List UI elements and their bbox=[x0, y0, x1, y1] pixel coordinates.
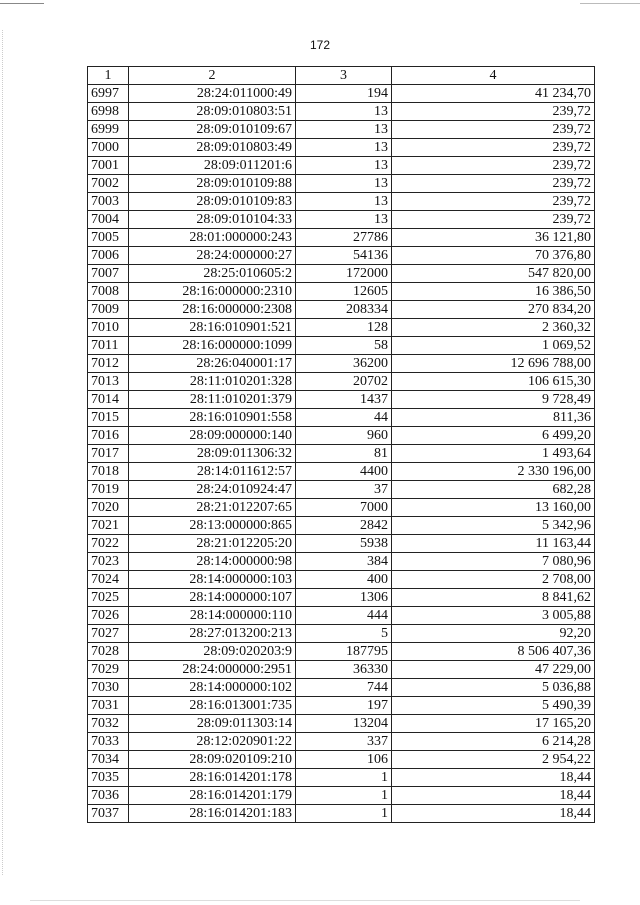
scan-edge-line bbox=[0, 3, 44, 4]
area-value-cell: 36330 bbox=[296, 661, 392, 679]
table-row bbox=[88, 409, 595, 427]
cadastral-number-cell: 28:09:011201:6 bbox=[129, 157, 296, 175]
area-value-cell: 13 bbox=[296, 175, 392, 193]
table-row bbox=[88, 535, 595, 553]
cadastral-number-cell: 28:09:000000:140 bbox=[129, 427, 296, 445]
table-row bbox=[88, 85, 595, 103]
row-number-cell: 7012 bbox=[88, 355, 129, 373]
row-number-cell: 7006 bbox=[88, 247, 129, 265]
cadastral-number-cell: 28:09:020203:9 bbox=[129, 643, 296, 661]
table-row bbox=[88, 121, 595, 139]
table-row bbox=[88, 589, 595, 607]
cadastral-number-cell: 28:09:010109:88 bbox=[129, 175, 296, 193]
cadastral-number-cell: 28:24:010924:47 bbox=[129, 481, 296, 499]
amount-value-cell: 270 834,20 bbox=[392, 301, 595, 319]
row-number-cell: 6997 bbox=[88, 85, 129, 103]
amount-value-cell: 17 165,20 bbox=[392, 715, 595, 733]
row-number-cell: 7011 bbox=[88, 337, 129, 355]
table-row bbox=[88, 463, 595, 481]
area-value-cell: 5938 bbox=[296, 535, 392, 553]
amount-value-cell: 2 330 196,00 bbox=[392, 463, 595, 481]
row-number-cell: 7019 bbox=[88, 481, 129, 499]
cadastral-number-cell: 28:24:011000:49 bbox=[129, 85, 296, 103]
cadastral-number-cell: 28:09:011306:32 bbox=[129, 445, 296, 463]
table-row bbox=[88, 373, 595, 391]
cadastral-number-cell: 28:14:000000:103 bbox=[129, 571, 296, 589]
amount-value-cell: 239,72 bbox=[392, 193, 595, 211]
amount-value-cell: 2 708,00 bbox=[392, 571, 595, 589]
area-value-cell: 128 bbox=[296, 319, 392, 337]
cadastral-number-cell: 28:16:010901:521 bbox=[129, 319, 296, 337]
amount-value-cell: 1 493,64 bbox=[392, 445, 595, 463]
table-row bbox=[88, 355, 595, 373]
cadastral-number-cell: 28:16:000000:2308 bbox=[129, 301, 296, 319]
cadastral-number-cell: 28:09:020109:210 bbox=[129, 751, 296, 769]
amount-value-cell: 5 036,88 bbox=[392, 679, 595, 697]
area-value-cell: 197 bbox=[296, 697, 392, 715]
table-row bbox=[88, 265, 595, 283]
amount-value-cell: 2 360,32 bbox=[392, 319, 595, 337]
area-value-cell: 187795 bbox=[296, 643, 392, 661]
row-number-cell: 7015 bbox=[88, 409, 129, 427]
scan-edge-dots bbox=[2, 30, 4, 875]
cadastral-number-cell: 28:11:010201:379 bbox=[129, 391, 296, 409]
cadastral-number-cell: 28:24:000000:2951 bbox=[129, 661, 296, 679]
column-header: 1 bbox=[88, 67, 129, 85]
area-value-cell: 400 bbox=[296, 571, 392, 589]
area-value-cell: 81 bbox=[296, 445, 392, 463]
table-row bbox=[88, 157, 595, 175]
amount-value-cell: 6 214,28 bbox=[392, 733, 595, 751]
table-row bbox=[88, 193, 595, 211]
cadastral-number-cell: 28:09:010109:83 bbox=[129, 193, 296, 211]
cadastral-number-cell: 28:16:010901:558 bbox=[129, 409, 296, 427]
cadastral-number-cell: 28:16:013001:735 bbox=[129, 697, 296, 715]
cadastral-number-cell: 28:09:011303:14 bbox=[129, 715, 296, 733]
table-row bbox=[88, 229, 595, 247]
row-number-cell: 7024 bbox=[88, 571, 129, 589]
area-value-cell: 194 bbox=[296, 85, 392, 103]
row-number-cell: 7034 bbox=[88, 751, 129, 769]
row-number-cell: 7016 bbox=[88, 427, 129, 445]
amount-value-cell: 11 163,44 bbox=[392, 535, 595, 553]
amount-value-cell: 18,44 bbox=[392, 787, 595, 805]
area-value-cell: 20702 bbox=[296, 373, 392, 391]
row-number-cell: 7031 bbox=[88, 697, 129, 715]
table-row bbox=[88, 697, 595, 715]
area-value-cell: 384 bbox=[296, 553, 392, 571]
row-number-cell: 7023 bbox=[88, 553, 129, 571]
row-number-cell: 7007 bbox=[88, 265, 129, 283]
row-number-cell: 7018 bbox=[88, 463, 129, 481]
table-row bbox=[88, 391, 595, 409]
row-number-cell: 7003 bbox=[88, 193, 129, 211]
area-value-cell: 4400 bbox=[296, 463, 392, 481]
area-value-cell: 744 bbox=[296, 679, 392, 697]
row-number-cell: 7000 bbox=[88, 139, 129, 157]
table-row bbox=[88, 445, 595, 463]
row-number-cell: 7010 bbox=[88, 319, 129, 337]
row-number-cell: 7014 bbox=[88, 391, 129, 409]
amount-value-cell: 239,72 bbox=[392, 157, 595, 175]
table-row bbox=[88, 517, 595, 535]
amount-value-cell: 70 376,80 bbox=[392, 247, 595, 265]
area-value-cell: 13 bbox=[296, 211, 392, 229]
table-row bbox=[88, 427, 595, 445]
cadastral-number-cell: 28:11:010201:328 bbox=[129, 373, 296, 391]
amount-value-cell: 6 499,20 bbox=[392, 427, 595, 445]
area-value-cell: 13 bbox=[296, 121, 392, 139]
amount-value-cell: 9 728,49 bbox=[392, 391, 595, 409]
area-value-cell: 58 bbox=[296, 337, 392, 355]
row-number-cell: 7029 bbox=[88, 661, 129, 679]
amount-value-cell: 106 615,30 bbox=[392, 373, 595, 391]
table-row bbox=[88, 103, 595, 121]
amount-value-cell: 239,72 bbox=[392, 211, 595, 229]
cadastral-number-cell: 28:21:012207:65 bbox=[129, 499, 296, 517]
table-row bbox=[88, 625, 595, 643]
amount-value-cell: 682,28 bbox=[392, 481, 595, 499]
row-number-cell: 7030 bbox=[88, 679, 129, 697]
area-value-cell: 13 bbox=[296, 103, 392, 121]
table-row bbox=[88, 679, 595, 697]
scan-edge-line bbox=[580, 3, 640, 4]
row-number-cell: 7020 bbox=[88, 499, 129, 517]
cadastral-number-cell: 28:24:000000:27 bbox=[129, 247, 296, 265]
table-row bbox=[88, 715, 595, 733]
row-number-cell: 7009 bbox=[88, 301, 129, 319]
row-number-cell: 7005 bbox=[88, 229, 129, 247]
row-number-cell: 7033 bbox=[88, 733, 129, 751]
table-row bbox=[88, 319, 595, 337]
cadastral-number-cell: 28:09:010803:49 bbox=[129, 139, 296, 157]
cadastral-number-cell: 28:14:000000:107 bbox=[129, 589, 296, 607]
area-value-cell: 1 bbox=[296, 805, 392, 823]
row-number-cell: 7017 bbox=[88, 445, 129, 463]
amount-value-cell: 2 954,22 bbox=[392, 751, 595, 769]
cadastral-number-cell: 28:16:014201:178 bbox=[129, 769, 296, 787]
area-value-cell: 44 bbox=[296, 409, 392, 427]
amount-value-cell: 18,44 bbox=[392, 805, 595, 823]
amount-value-cell: 13 160,00 bbox=[392, 499, 595, 517]
table-row bbox=[88, 805, 595, 823]
area-value-cell: 5 bbox=[296, 625, 392, 643]
amount-value-cell: 7 080,96 bbox=[392, 553, 595, 571]
table-row bbox=[88, 337, 595, 355]
table-row bbox=[88, 211, 595, 229]
table-row bbox=[88, 751, 595, 769]
register-table bbox=[87, 66, 595, 823]
area-value-cell: 172000 bbox=[296, 265, 392, 283]
area-value-cell: 12605 bbox=[296, 283, 392, 301]
cadastral-number-cell: 28:25:010605:2 bbox=[129, 265, 296, 283]
cadastral-number-cell: 28:16:000000:2310 bbox=[129, 283, 296, 301]
area-value-cell: 1 bbox=[296, 787, 392, 805]
area-value-cell: 27786 bbox=[296, 229, 392, 247]
area-value-cell: 7000 bbox=[296, 499, 392, 517]
table-row bbox=[88, 571, 595, 589]
amount-value-cell: 5 490,39 bbox=[392, 697, 595, 715]
table-row bbox=[88, 283, 595, 301]
table-row bbox=[88, 733, 595, 751]
amount-value-cell: 239,72 bbox=[392, 103, 595, 121]
area-value-cell: 13 bbox=[296, 193, 392, 211]
cadastral-number-cell: 28:09:010109:67 bbox=[129, 121, 296, 139]
cadastral-number-cell: 28:13:000000:865 bbox=[129, 517, 296, 535]
table-row bbox=[88, 553, 595, 571]
page-number: 172 bbox=[309, 38, 331, 52]
column-header: 3 bbox=[296, 67, 392, 85]
column-header: 4 bbox=[392, 67, 595, 85]
table-row bbox=[88, 247, 595, 265]
amount-value-cell: 36 121,80 bbox=[392, 229, 595, 247]
cadastral-number-cell: 28:01:000000:243 bbox=[129, 229, 296, 247]
area-value-cell: 444 bbox=[296, 607, 392, 625]
row-number-cell: 7027 bbox=[88, 625, 129, 643]
cadastral-number-cell: 28:09:010803:51 bbox=[129, 103, 296, 121]
amount-value-cell: 239,72 bbox=[392, 139, 595, 157]
table-row bbox=[88, 787, 595, 805]
row-number-cell: 7025 bbox=[88, 589, 129, 607]
row-number-cell: 7035 bbox=[88, 769, 129, 787]
row-number-cell: 7032 bbox=[88, 715, 129, 733]
cadastral-number-cell: 28:14:000000:102 bbox=[129, 679, 296, 697]
cadastral-number-cell: 28:16:000000:1099 bbox=[129, 337, 296, 355]
area-value-cell: 13 bbox=[296, 139, 392, 157]
area-value-cell: 106 bbox=[296, 751, 392, 769]
table-row bbox=[88, 661, 595, 679]
row-number-cell: 6998 bbox=[88, 103, 129, 121]
table-row bbox=[88, 499, 595, 517]
column-header: 2 bbox=[129, 67, 296, 85]
area-value-cell: 36200 bbox=[296, 355, 392, 373]
amount-value-cell: 239,72 bbox=[392, 175, 595, 193]
amount-value-cell: 92,20 bbox=[392, 625, 595, 643]
area-value-cell: 337 bbox=[296, 733, 392, 751]
amount-value-cell: 8 506 407,36 bbox=[392, 643, 595, 661]
amount-value-cell: 239,72 bbox=[392, 121, 595, 139]
amount-value-cell: 811,36 bbox=[392, 409, 595, 427]
table-row bbox=[88, 301, 595, 319]
amount-value-cell: 18,44 bbox=[392, 769, 595, 787]
cadastral-number-cell: 28:16:014201:179 bbox=[129, 787, 296, 805]
cadastral-number-cell: 28:27:013200:213 bbox=[129, 625, 296, 643]
cadastral-number-cell: 28:12:020901:22 bbox=[129, 733, 296, 751]
cadastral-number-cell: 28:14:000000:98 bbox=[129, 553, 296, 571]
area-value-cell: 13204 bbox=[296, 715, 392, 733]
amount-value-cell: 5 342,96 bbox=[392, 517, 595, 535]
amount-value-cell: 547 820,00 bbox=[392, 265, 595, 283]
amount-value-cell: 8 841,62 bbox=[392, 589, 595, 607]
area-value-cell: 2842 bbox=[296, 517, 392, 535]
row-number-cell: 7026 bbox=[88, 607, 129, 625]
amount-value-cell: 41 234,70 bbox=[392, 85, 595, 103]
cadastral-number-cell: 28:09:010104:33 bbox=[129, 211, 296, 229]
row-number-cell: 6999 bbox=[88, 121, 129, 139]
cadastral-number-cell: 28:16:014201:183 bbox=[129, 805, 296, 823]
area-value-cell: 37 bbox=[296, 481, 392, 499]
row-number-cell: 7001 bbox=[88, 157, 129, 175]
row-number-cell: 7037 bbox=[88, 805, 129, 823]
amount-value-cell: 1 069,52 bbox=[392, 337, 595, 355]
area-value-cell: 54136 bbox=[296, 247, 392, 265]
row-number-cell: 7013 bbox=[88, 373, 129, 391]
amount-value-cell: 3 005,88 bbox=[392, 607, 595, 625]
row-number-cell: 7036 bbox=[88, 787, 129, 805]
scan-edge-line bbox=[30, 900, 580, 901]
table-row bbox=[88, 769, 595, 787]
table-row bbox=[88, 481, 595, 499]
row-number-cell: 7004 bbox=[88, 211, 129, 229]
area-value-cell: 1437 bbox=[296, 391, 392, 409]
row-number-cell: 7008 bbox=[88, 283, 129, 301]
area-value-cell: 1 bbox=[296, 769, 392, 787]
table-row bbox=[88, 139, 595, 157]
row-number-cell: 7028 bbox=[88, 643, 129, 661]
cadastral-number-cell: 28:14:000000:110 bbox=[129, 607, 296, 625]
cadastral-number-cell: 28:21:012205:20 bbox=[129, 535, 296, 553]
table-row bbox=[88, 607, 595, 625]
area-value-cell: 13 bbox=[296, 157, 392, 175]
area-value-cell: 208334 bbox=[296, 301, 392, 319]
amount-value-cell: 12 696 788,00 bbox=[392, 355, 595, 373]
cadastral-number-cell: 28:26:040001:17 bbox=[129, 355, 296, 373]
amount-value-cell: 16 386,50 bbox=[392, 283, 595, 301]
row-number-cell: 7021 bbox=[88, 517, 129, 535]
table-body bbox=[88, 85, 595, 823]
row-number-cell: 7022 bbox=[88, 535, 129, 553]
table-row bbox=[88, 175, 595, 193]
table-row bbox=[88, 643, 595, 661]
cadastral-number-cell: 28:14:011612:57 bbox=[129, 463, 296, 481]
row-number-cell: 7002 bbox=[88, 175, 129, 193]
area-value-cell: 1306 bbox=[296, 589, 392, 607]
header-row bbox=[88, 67, 595, 85]
amount-value-cell: 47 229,00 bbox=[392, 661, 595, 679]
area-value-cell: 960 bbox=[296, 427, 392, 445]
